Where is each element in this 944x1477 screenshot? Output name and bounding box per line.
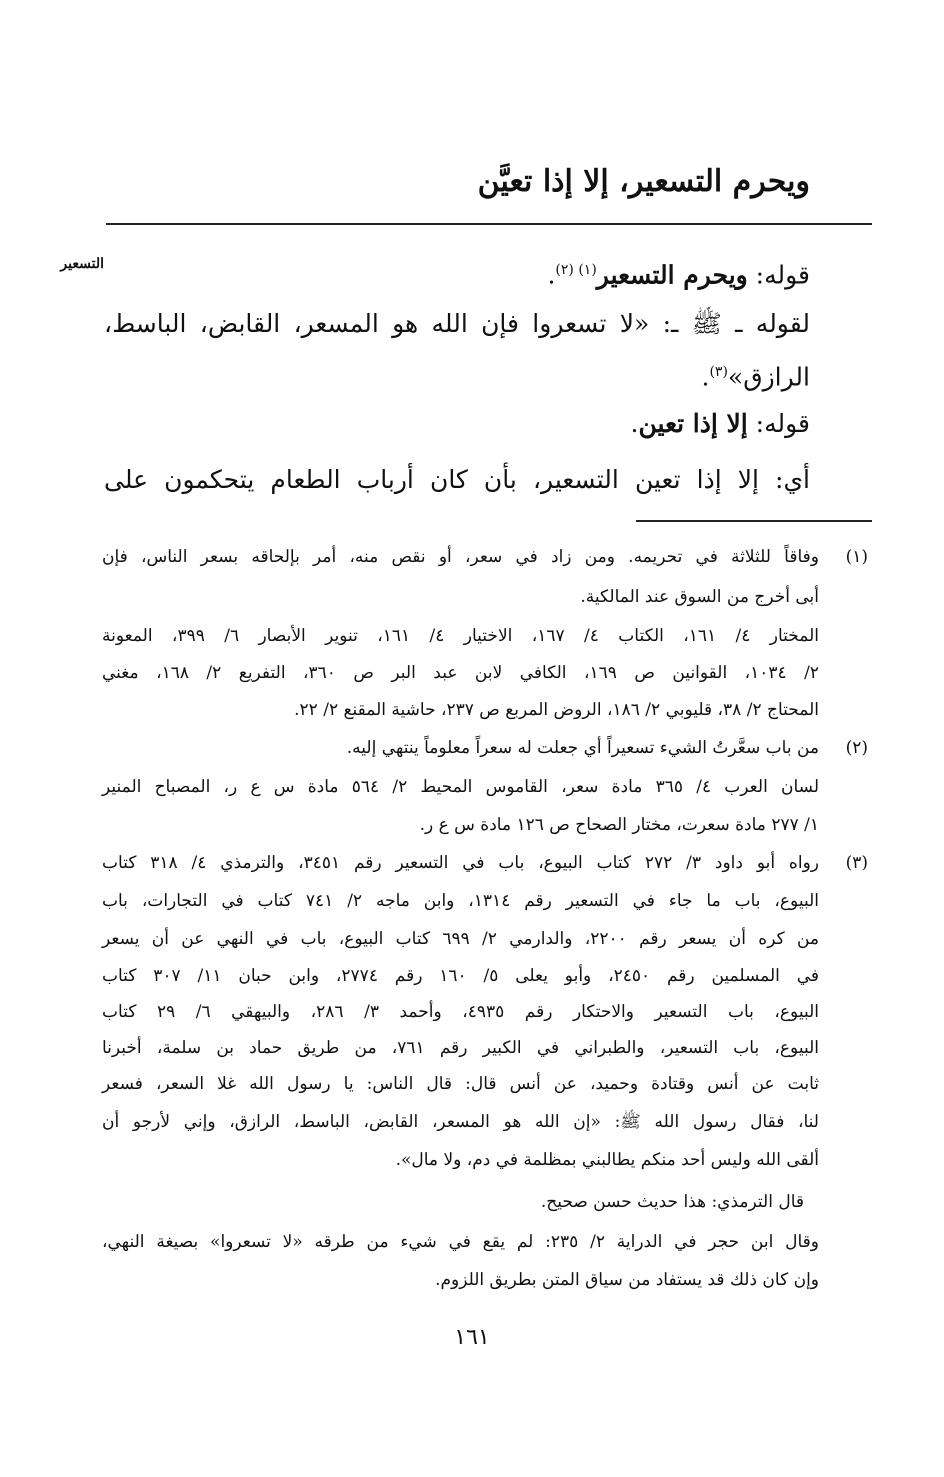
footnote-line: من كره أن يسعر رقم ٢٢٠٠، والدارمي ٢/ ٦٩٩ كتاب البيوع، باب في النهي عن أن يسعر [102,929,820,949]
footnote-number: (٢) [845,738,868,758]
footnote-line: لسان العرب ٤/ ٣٦٥ مادة سعر، القاموس المحيط ٢/ ٥٦٤ مادة س ع ر، المصباح المنير [102,777,820,797]
hadith-end: الرازق» [727,362,810,392]
footnote-line: البيوع، باب التسعير والاحتكار رقم ٤٩٣٥، وأحمد ٣/ ٢٨٦، والبيهقي ٦/ ٢٩ كتاب [102,1002,819,1022]
body-line-5: أي: إلا إذا تعين التسعير، بأن كان أرباب الطعام يتحكمون على [104,465,810,494]
footnote-line: البيوع، باب التسعير، والطبراني في الكبير رقم ٧٦١، من طريق حماد بن سلمة، أخبرنا [102,1038,819,1058]
footnote-divider [636,520,872,522]
body-line-4 [631,404,810,444]
footnote-line: ٢/ ١٠٣٤، القوانين ص ١٦٩، الكافي لابن عبد البر ص ٣٦٠، التفريع ٢/ ١٦٨، مغني [102,663,820,683]
footnote-number: (٣) [845,853,868,873]
footnote-line: في المسلمين رقم ٢٤٥٠، وأبو يعلى ٥/ ١٦٠ رقم ٢٧٧٤، وابن حبان ١١/ ٣٠٧ كتاب [102,966,820,986]
footnote-line: لنا، فقال رسول الله ﷺ: «إن الله هو المسعر، القابض، الباسط، الرازق، وإني لأرجو أن [102,1112,819,1132]
quote-intro: قوله: [747,260,810,290]
page-header-title: ويحرم التسعير، إلا إذا تعيَّن [477,164,810,199]
footnote-line: ثابت عن أنس وقتادة وحميد، عن أنس قال: قال الناس: يا رسول الله غلا السعر، فسعر [102,1074,819,1094]
page-number: ١٦١ [454,1325,490,1350]
footnote-line: المحتاج ٢/ ٣٨، قليوبي ٢/ ١٨٦، الروض المربع ص ٢٣٧، حاشية المقنع ٢/ ٢٢. [294,700,819,720]
footnote-number: (١) [845,547,868,567]
footnote-line: ١/ ٢٧٧ مادة سعرت، مختار الصحاح ص ١٢٦ مادة س ع ر. [419,815,819,835]
footnote-line: قال الترمذي: هذا حديث حسن صحيح. [540,1192,804,1212]
header-divider [106,223,872,225]
footnote-line: وفاقاً للثلاثة في تحريمه. ومن زاد في سعر، أو نقص منه، أمر بإلحاقه بسعر الناس، فإن [102,547,819,567]
footnote-line: أبى أخرج من السوق عند المالكية. [580,587,819,607]
footnote-line: البيوع، باب ما جاء في التسعير رقم ١٣١٤، وابن ماجه ٢/ ٧٤١ كتاب في التجارات، باب [102,891,820,911]
footnote-line: ألقى الله وليس أحد منكم يطالبني بمظلمة في دم، ولا مال». [395,1150,819,1170]
footnote-line: من باب سعَّرتُ الشيء تسعيراً أي جعلت له سعراً معلوماً ينتهي إليه. [346,738,819,758]
body-line-3 [702,352,811,397]
margin-topic-label: التسعير [60,256,104,272]
punctuation: . [630,409,639,438]
body-line-2: لقوله ـ ﷺ ـ: «لا تسعروا فإن الله هو المسعر، القابض، الباسط، [104,309,810,338]
footnote-line: رواه أبو داود ٣/ ٢٧٢ كتاب البيوع، باب في التسعير رقم ٣٤٥١، والترمذي ٤/ ٣١٨ كتاب [102,853,819,873]
quote-intro: قوله: [747,409,810,438]
matn-text: ويحرم التسعير [596,260,748,290]
body-line-1 [547,250,810,295]
punctuation: . [547,260,556,290]
footnote-ref: (١) (٢) [555,262,597,278]
matn-text: إلا إذا تعين [638,409,748,438]
punctuation: . [701,362,710,392]
footnote-line: المختار ٤/ ١٦١، الكتاب ٤/ ١٦٧، الاختيار ٤/ ١٦١، تنوير الأبصار ٦/ ٣٩٩، المعونة [102,626,819,646]
footnote-line: وقال ابن حجر في الدراية ٢/ ٢٣٥: لم يقع في شيء من طرقه «لا تسعروا» بصيغة النهي، [102,1232,819,1252]
footnote-ref: (٣) [709,364,728,380]
footnote-line: وإن كان ذلك قد يستفاد من سياق المتن بطريق اللزوم. [435,1270,819,1290]
